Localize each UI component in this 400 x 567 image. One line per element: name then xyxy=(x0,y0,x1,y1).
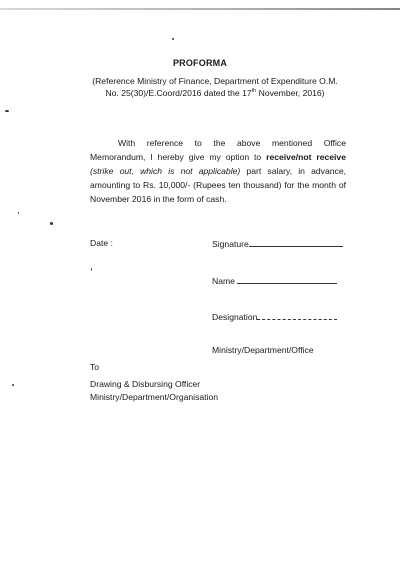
name-blank-line xyxy=(237,275,337,284)
document-title: PROFORMA xyxy=(172,58,228,68)
reference-line-2-pre: No. 25(30)/E.Coord/2016 dated the 17 xyxy=(105,87,252,98)
scan-speck xyxy=(5,110,9,112)
para-part-1: With reference to the above mentioned Office Memorandum, I hereby give my option to xyxy=(90,138,346,162)
reference-note xyxy=(88,76,342,99)
designation-field xyxy=(212,311,337,322)
reference-line-1: (Reference Ministry of Finance, Department of Expenditure O.M. xyxy=(92,76,338,86)
scan-speck xyxy=(91,268,92,271)
reference-line-2-sup: th xyxy=(251,87,257,94)
para-italic-note: (strike out, which is not applicable) xyxy=(90,166,241,176)
signature-label: Signature xyxy=(212,239,249,249)
designation-label: Designation xyxy=(212,312,258,322)
name-field xyxy=(212,275,337,286)
option-paragraph xyxy=(90,136,346,206)
date-label: Date : xyxy=(90,238,113,248)
addressee-block xyxy=(90,378,218,403)
scan-speck xyxy=(50,222,53,225)
reference-line-2-post: November, 2016) xyxy=(256,87,325,98)
scan-edge-line xyxy=(0,8,400,10)
para-part-2: part salary, in advance, amounting to Rs. 10,000/- (Rupees ten thousand) for the month of November 2016 in the form of cash. xyxy=(90,166,346,204)
addressee-line-1: Drawing & Disbursing Officer xyxy=(90,379,201,389)
designation-blank-line xyxy=(257,311,337,320)
addressee-line-2: Ministry/Department/Organisation xyxy=(90,391,218,402)
scan-speck xyxy=(172,38,174,40)
signature-field xyxy=(212,238,343,249)
para-bold-option: receive/not receive xyxy=(266,152,346,162)
to-label: To xyxy=(90,362,100,372)
ministry-field xyxy=(212,345,314,355)
signature-blank-line xyxy=(249,238,343,247)
ministry-label: Ministry/Department/Office xyxy=(212,345,314,355)
name-label: Name xyxy=(212,276,235,286)
scan-speck xyxy=(12,384,14,386)
date-field xyxy=(90,238,113,248)
scan-speck xyxy=(18,212,19,214)
